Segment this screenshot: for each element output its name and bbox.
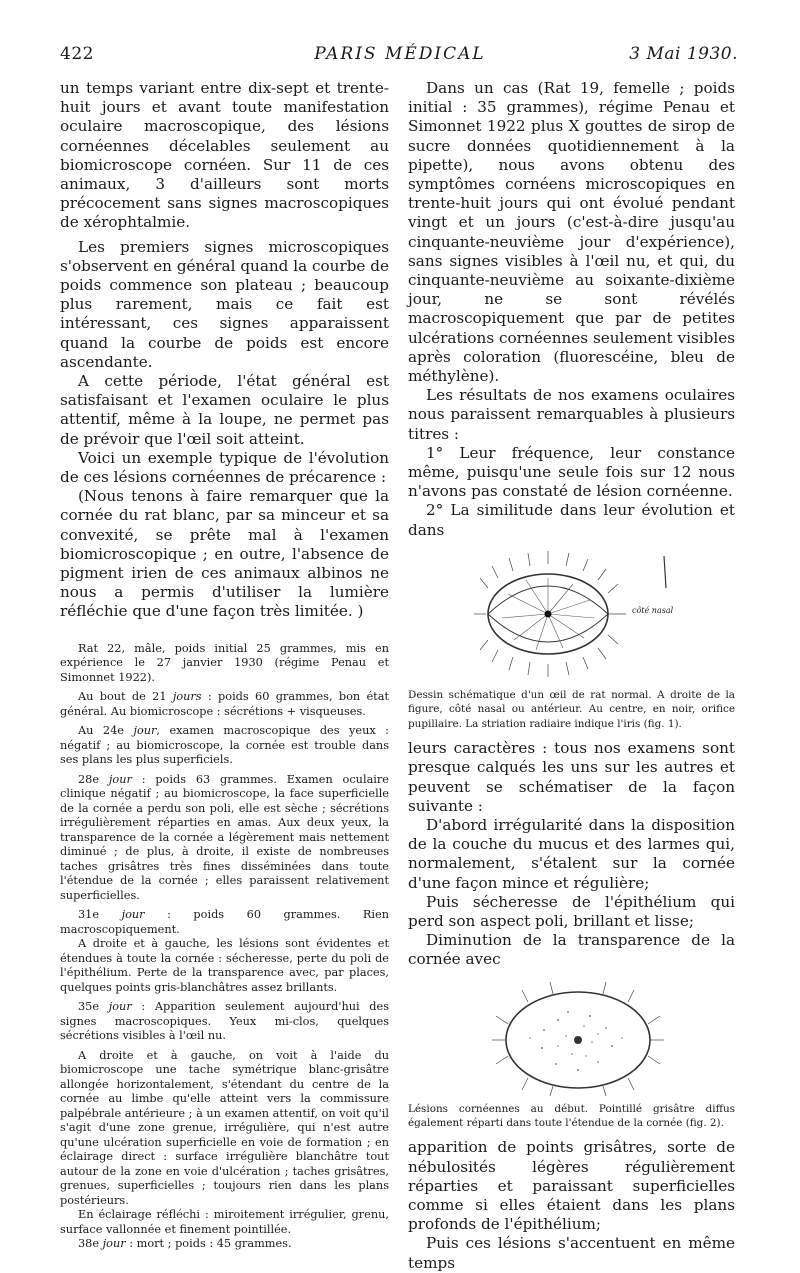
right-paragraph-1: Dans un cas (Rat 19, femelle ; poids initial : 35 grammes), régime Penau et Simonnet 1922 plus X gouttes de sirop de sucre données quotidiennement à la pipette), nous avons obtenu des symptômes cornéens microscopiques en trente-huit jours qui ont évolué pendant vingt et un jours (c'est-à-dire jusqu'au cinquante-neuvième jour d'expérience), sans signes visibles à l'œil nu, et qui, du cinquante-neuvième au soixante-dixième jour, ne se sont révélés macroscopiquement que par de petites ulcérations cornéennes seulement visibles après coloration (fluorescéine, bleu de méthylène). — [408, 79, 735, 386]
right-paragraph-2: Les résultats de nos examens oculaires nous paraissent remarquables à plusieurs titres : — [408, 386, 735, 443]
left-paragraph-4: Voici un exemple typique de l'évolution de ces lésions cornéennes de précarence : — [60, 448, 389, 487]
left-paragraph-3: A cette période, l'état général est satisfaisant et l'examen oculaire le plus attentif, même à la loupe, ne permet pas de prévoir que l'œil soit atteint. — [60, 372, 389, 448]
case-day-38: 38e jour : mort ; poids : 45 grammes. — [78, 1237, 292, 1251]
figure-1 — [408, 548, 735, 680]
case-day-35-reflected: En éclairage réfléchi : miroitement irrégulier, grenu, surface vallonnée et finement pointillée. — [60, 1208, 389, 1236]
right-paragraph-8: Diminution de la transparence de la cornée avec — [408, 931, 735, 969]
right-paragraph-5: leurs caractères : tous nos examens sont presque calqués les uns sur les autres et peuvent se schématiser de la façon suivante : — [408, 739, 735, 815]
right-paragraph-10: Puis ces lésions s'accentuent en même temps — [408, 1234, 735, 1272]
left-column — [60, 79, 389, 1252]
left-paragraph-5: (Nous tenons à faire remarquer que la cornée du rat blanc, par sa minceur et sa convexité, se prête mal à l'examen biomicroscopique ; en outre, l'absence de pigment irien de ces animaux albinos ne nous a permis d'utiliser la lumière réfléchie que d'une façon très limitée. ) — [60, 487, 389, 621]
right-paragraph-6: D'abord irrégularité dans la disposition de la couche du mucus et des larmes qui, normalement, s'étalent sur la cornée d'une façon mince et régulière; — [408, 815, 735, 892]
left-paragraph-1: un temps variant entre dix-sept et trente-huit jours et avant toute manifestation oculaire macroscopique, des lésions cornéennes décelables seulement au biomicroscope cornéen. Sur 11 de ces animaux, 3 d'ailleurs sont morts précocement sans signes macroscopiques de xérophtalmie. — [60, 79, 389, 232]
figure-2-caption: Lésions cornéennes au début. Pointillé grisâtre diffus également réparti dans toute l'étendue de la cornée (fig. 2). — [408, 1102, 735, 1129]
case-intro: Rat 22, mâle, poids initial 25 grammes, mis en expérience le 27 janvier 1930 (régime Penau et Simonnet 1922). — [60, 641, 389, 684]
right-paragraph-3: 1° Leur fréquence, leur constance même, puisqu'une seule fois sur 12 nous n'avons pas constaté de lésion cornéenne. — [408, 443, 735, 501]
rat-eye-normal-drawing — [408, 548, 735, 680]
case-day-31-detail: A droite et à gauche, les lésions sont évidentes et étendues à toute la cornée : sécheresse, perte du poli de l'épithélium. Perte de la transparence avec, par places, quelques points gris-blanchâtres assez brillants. — [60, 937, 389, 994]
case-day-35-detail: A droite et à gauche, on voit à l'aide du biomicroscope une tache symétrique blanc-grisâtre allongée horizontalement, s'étendant du centre de la cornée au limbe qu'elle atteint vers la commissure palpébrale antérieure ; à un examen attentif, on voit qu'il s'agit d'une zone grenue, irrégulière, qui n'est autre qu'une ulcération superficielle en voie de formation ; en éclairage direct : surface irrégulière blanchâtre tout autour de la zone en voie d'ulcération ; taches grisâtres, grenues, superficielles ; toujours rien dans les plans postérieurs. — [60, 1048, 389, 1207]
case-day-24: Au 24e jour, examen macroscopique des yeux : négatif ; au biomicroscope, la cornée est trouble dans ses plans les plus superficiels. — [60, 724, 389, 767]
case-day-31: 31e jour : poids 60 grammes. Rien macroscopiquement. — [60, 908, 389, 936]
case-day-35: 35e jour : Apparition seulement aujourd'hui des signes macroscopiques. Yeux mi-clos, quelques sécrétions visibles à l'œil nu. — [60, 1000, 390, 1043]
rat-eye-lesions-drawing — [408, 980, 735, 1098]
fig1-nasal-label: côté nasal — [632, 605, 674, 615]
right-paragraph-9: apparition de points grisâtres, sorte de nébulosités légères régulièrement réparties et paraissant superficielles comme si elles étaient dans les plans profonds de l'épithélium; — [408, 1138, 735, 1234]
journal-title: PARIS MÉDICAL — [314, 44, 486, 64]
right-paragraph-4: 2° La similitude dans leur évolution et dans — [408, 501, 735, 539]
page-number: 422 — [60, 44, 94, 64]
case-day-21: Au bout de 21 jours : poids 60 grammes, bon état général. Au biomicroscope : sécrétions + visqueuses. — [60, 690, 389, 718]
case-day-28: 28e jour : poids 63 grammes. Examen oculaire clinique négatif ; au biomicroscope, la face superficielle de la cornée a perdu son poli, elle est sèche ; sécrétions irrégulièrement réparties en amas. Aux deux yeux, la transparence de la cornée a légèrement mais nettement diminué ; de plus, à droite, il existe de nombreuses taches grisâtres très fines disséminées dans toute l'étendue de la cornée ; elles paraissent relativement superficielles. — [60, 772, 389, 902]
figure-2 — [408, 980, 735, 1098]
left-paragraph-2: Les premiers signes microscopiques s'observent en général quand la courbe de poids commence son plateau ; beaucoup plus rarement, mais ce fait est intéressant, ces signes apparaissent quand la courbe de poids est encore ascendante. — [60, 237, 389, 371]
issue-date: 3 Mai 1930. — [629, 44, 738, 64]
right-column — [408, 79, 735, 1273]
right-paragraph-7: Puis sécheresse de l'épithélium qui perd son aspect poli, brillant et lisse; — [408, 892, 735, 930]
figure-1-caption: Dessin schématique d'un œil de rat normal. A droite de la figure, côté nasal ou antérieur. Au centre, en noir, orifice pupillaire. La striation radiaire indique l'iris (fig. 1). — [408, 688, 735, 730]
